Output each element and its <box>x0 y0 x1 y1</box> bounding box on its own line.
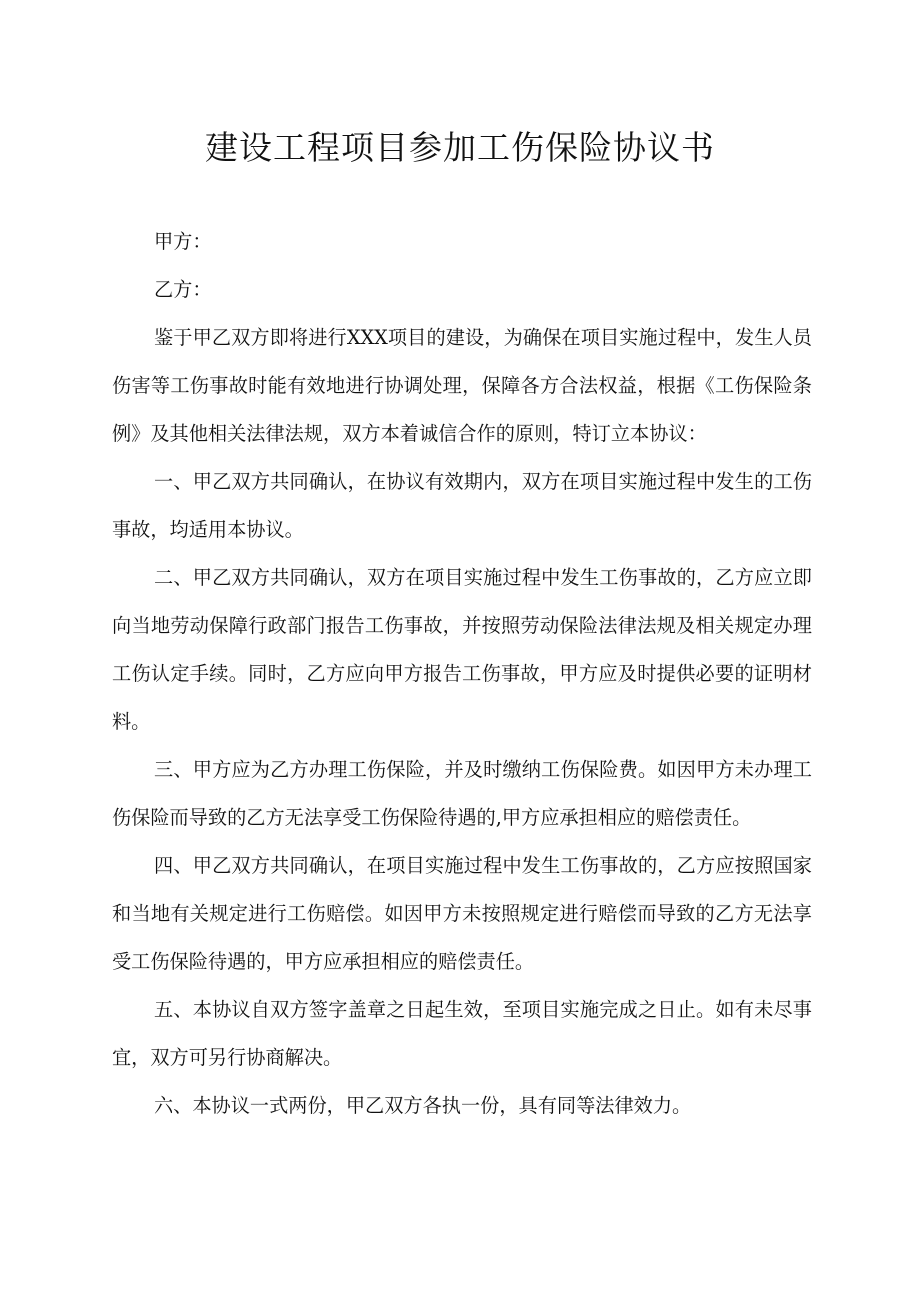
clause-paragraph: 四、甲乙双方共同确认，在项目实施过程中发生工伤事故的，乙方应按照国家和当地有关规定进行工伤赔偿。如因甲方未按照规定进行赔偿而导致的乙方无法享受工伤保险待遇的，甲方应承担相应的赔偿责任。 <box>112 854 812 973</box>
document-body <box>112 218 812 1130</box>
clause-paragraph: 六、本协议一式两份，甲乙双方各执一份，具有同等法律效力。 <box>154 1094 692 1117</box>
party-a-line: 甲方： <box>154 230 212 253</box>
party-b-line: 乙方： <box>154 278 212 301</box>
clause-paragraph: 二、甲乙双方共同确认，双方在项目实施过程中发生工伤事故的，乙方应立即向当地劳动保障行政部门报告工伤事故，并按照劳动保险法律法规及相关规定办理工伤认定手续。同时，乙方应向甲方报告工伤事故，甲方应及时提供必要的证明材料。 <box>112 566 812 733</box>
clause-paragraph: 三、甲方应为乙方办理工伤保险，并及时缴纳工伤保险费。如因甲方未办理工伤保险而导致的乙方无法享受工伤保险待遇的,甲方应承担相应的赔偿责任。 <box>112 758 812 829</box>
clause-paragraph: 一、甲乙双方共同确认，在协议有效期内，双方在项目实施过程中发生的工伤事故，均适用本协议。 <box>112 470 812 541</box>
preamble-paragraph: 鉴于甲乙双方即将进行XXX项目的建设，为确保在项目实施过程中，发生人员伤害等工伤事故时能有效地进行协调处理，保障各方合法权益，根据《工伤保险条例》及其他相关法律法规，双方本着诚信合作的原则，特订立本协议： <box>112 326 812 445</box>
clause-paragraph: 五、本协议自双方签字盖章之日起生效，至项目实施完成之日止。如有未尽事宜，双方可另行协商解决。 <box>112 998 812 1069</box>
document-title: 建设工程项目参加工伤保险协议书 <box>205 128 715 167</box>
